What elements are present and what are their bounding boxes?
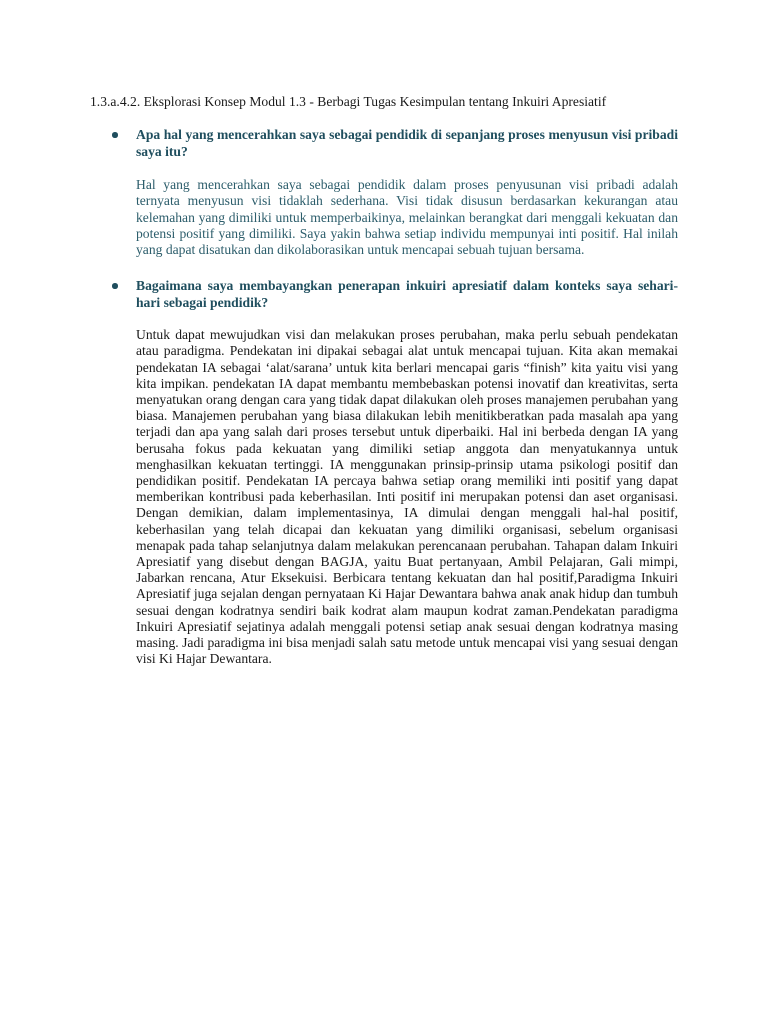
bullet-icon	[112, 132, 118, 138]
bullet-icon	[112, 283, 118, 289]
question-1: Apa hal yang mencerahkan saya sebagai pendidik di sepanjang proses menyusun visi pribadi saya itu?	[136, 127, 678, 159]
answer-2: Untuk dapat mewujudkan visi dan melakukan proses perubahan, maka perlu sebuah pendekatan atau paradigma. Pendekatan ini dipakai sebagai alat untuk mencapai tujuan. Kita akan memakai pendekatan IA sebagai ‘alat/sarana’ untuk kita berlari mencapai garis “finish” kita yaitu visi yang kita impikan. pendekatan IA dapat membantu membebaskan potensi inovatif dan kreativitas, serta menyatukan orang dengan cara yang tidak dapat dilakukan oleh proses manajemen perubahan yang biasa. Manajemen perubahan yang biasa dilakukan lebih menitikberatkan pada masalah apa yang terjadi dan apa yang salah dari proses tersebut untuk diperbaiki. Hal ini berbeda dengan IA yang berusaha fokus pada kekuatan yang dimiliki setiap anggota dan menyatukannya untuk menghasilkan kekuatan tertinggi. IA menggunakan prinsip-prinsip utama psikologi positif dan pendidikan positif. Pendekatan IA percaya bahwa setiap orang memiliki inti positif yang dapat memberikan kontribusi pada keberhasilan. Inti positif ini merupakan potensi dan aset organisasi. Dengan demikian, dalam implementasinya, IA dimulai dengan menggali hal-hal positif, keberhasilan yang telah dicapai dan kekuatan yang dimiliki organisasi, sebelum organisasi menapak pada tahap selanjutnya dalam melakukan perencanaan perubahan. Tahapan dalam Inkuiri Apresiatif yang disebut dengan BAGJA, yaitu Buat pertanyaan, Ambil Pelajaran, Gali mimpi, Jabarkan rencana, Atur Eksekuisi. Berbicara tentang kekuatan dan hal positif,Paradigma Inkuiri Apresiatif juga sejalan dengan pernyataan Ki Hajar Dewantara bahwa anak anak hidup dan tumbuh sesuai dengan kodratnya sendiri baik kodrat alam maupun kodrat zaman.Pendekatan paradigma Inkuiri Apresiatif sejatinya adalah menggali potensi setiap anak sesuai dengan kodratnya masing masing. Jadi paradigma ini bisa menjadi salah satu metode untuk mencapai visi yang sesuai dengan visi Ki Hajar Dewantara.	[136, 327, 678, 667]
document-title: 1.3.a.4.2. Eksplorasi Konsep Modul 1.3 - Berbagi Tugas Kesimpulan tentang Inkuiri Apresiatif	[90, 94, 607, 109]
answer-1: Hal yang mencerahkan saya sebagai pendidik dalam proses penyusunan visi pribadi adalah ternyata menyusun visi tidaklah sederhana. Visi tidak disusun berdasarkan kekurangan atau kelemahan yang dimiliki untuk memperbaikinya, melainkan berangkat dari menggali kekuatan dan potensi positif yang dimiliki. Saya yakin bahwa setiap individu mempunyai inti positif. Hal inilah yang dapat disatukan dan dikolaborasikan untuk mencapai sebuah tujuan bersama.	[136, 177, 678, 257]
question-row-1	[112, 127, 678, 160]
qa-section-2	[112, 278, 678, 667]
question-2: Bagaimana saya membayangkan penerapan inkuiri apresiatif dalam konteks saya sehari-hari sebagai pendidik?	[136, 278, 678, 310]
qa-section-1	[112, 127, 678, 258]
question-row-2	[112, 278, 678, 311]
